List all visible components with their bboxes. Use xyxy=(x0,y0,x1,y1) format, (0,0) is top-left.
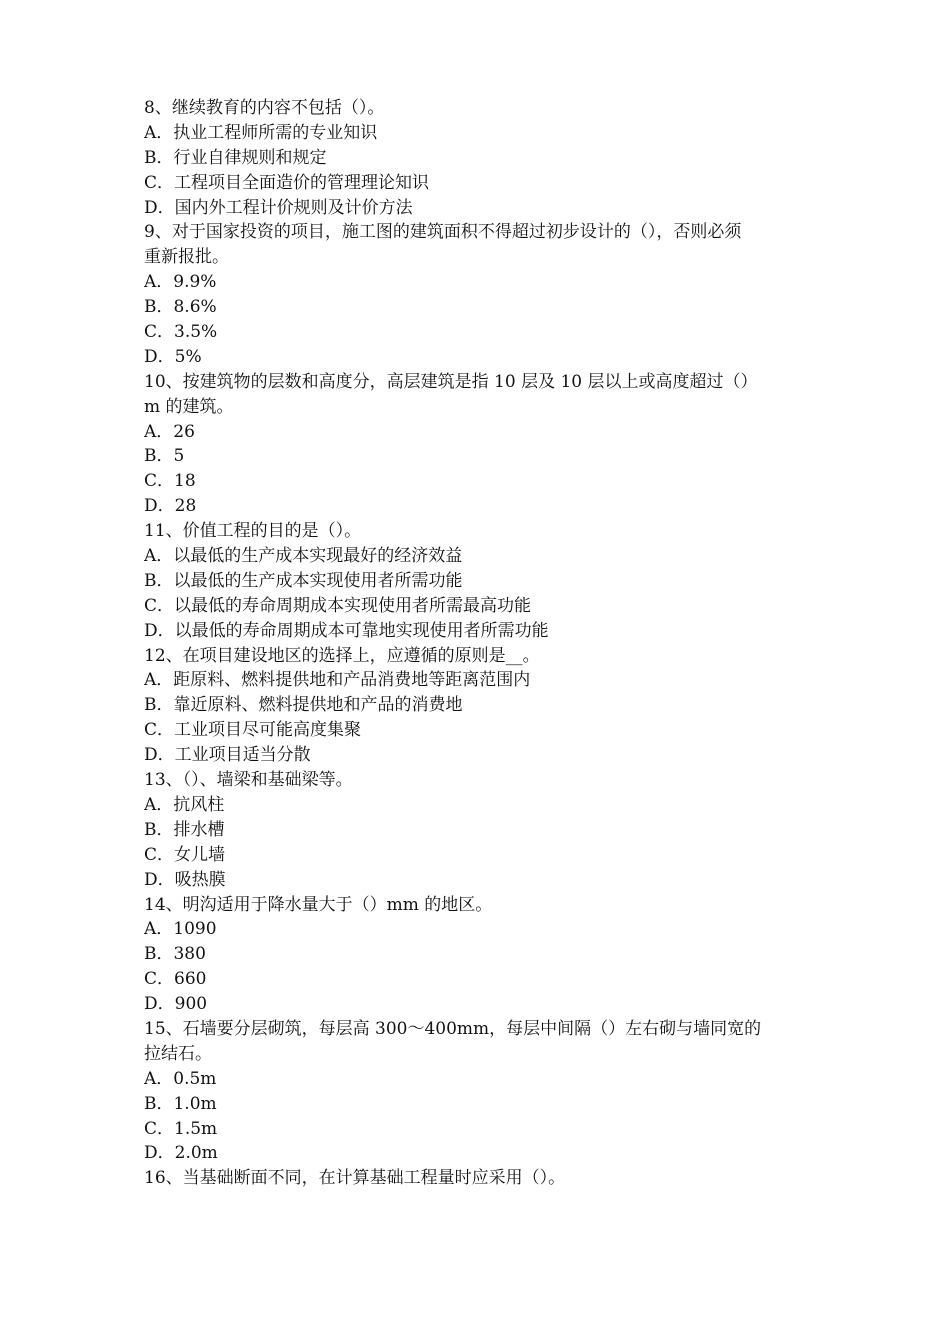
question-8 xyxy=(144,96,812,220)
question-12 xyxy=(144,644,812,768)
option-c: C．660 xyxy=(144,969,207,990)
option-c: C．18 xyxy=(144,471,196,492)
option-c: C．工业项目尽可能高度集聚 xyxy=(144,720,362,741)
option-a: A．1090 xyxy=(144,919,217,940)
option-d: D．5% xyxy=(144,346,202,367)
question-stem: 11、价值工程的目的是（）。 xyxy=(144,521,362,542)
option-c: C．3.5% xyxy=(144,322,218,343)
option-c: C．工程项目全面造价的管理理论知识 xyxy=(144,172,430,193)
question-14 xyxy=(144,893,812,1017)
option-b: B．1.0m xyxy=(144,1093,217,1114)
question-stem: 15、石墙要分层砌筑，每层高 300～400mm，每层中间隔（）左右砌与墙同宽的 xyxy=(144,1018,762,1039)
option-a: A．距原料、燃料提供地和产品消费地等距离范围内 xyxy=(144,670,531,691)
question-stem: 10、按建筑物的层数和高度分，高层建筑是指 10 层及 10 层以上或高度超过（） xyxy=(144,371,758,392)
option-b: B．行业自律规则和规定 xyxy=(144,147,327,168)
option-d: D．国内外工程计价规则及计价方法 xyxy=(144,197,413,218)
option-a: A．26 xyxy=(144,421,195,442)
option-b: B．380 xyxy=(144,944,206,965)
option-b: B．以最低的生产成本实现使用者所需功能 xyxy=(144,570,463,591)
question-stem: 16、当基础断面不同，在计算基础工程量时应采用（）。 xyxy=(144,1168,566,1189)
question-10 xyxy=(144,370,812,519)
question-stem: 12、在项目建设地区的选择上，应遵循的原则是__。 xyxy=(144,645,540,666)
question-stem-continued: 重新报批。 xyxy=(144,247,229,268)
option-b: B．8.6% xyxy=(144,297,217,318)
option-a: A．执业工程师所需的专业知识 xyxy=(144,122,378,143)
option-d: D．吸热膜 xyxy=(144,869,226,890)
option-d: D．900 xyxy=(144,994,208,1015)
option-a: A．0.5m xyxy=(144,1068,217,1089)
question-11 xyxy=(144,519,812,643)
option-b: B．5 xyxy=(144,446,185,467)
option-a: A．9.9% xyxy=(144,272,217,293)
question-stem: 14、明沟适用于降水量大于（）mm 的地区。 xyxy=(144,894,493,915)
option-a: A．抗风柱 xyxy=(144,794,225,815)
question-stem: 13、（）、墙梁和基础梁等。 xyxy=(144,770,353,791)
question-9 xyxy=(144,220,812,369)
question-stem-continued: m 的建筑。 xyxy=(144,396,234,417)
option-d: D．工业项目适当分散 xyxy=(144,745,311,766)
option-c: C．以最低的寿命周期成本实现使用者所需最高功能 xyxy=(144,595,532,616)
question-stem: 9、对于国家投资的项目，施工图的建筑面积不得超过初步设计的（），否则必须 xyxy=(144,222,742,243)
question-16 xyxy=(144,1166,812,1191)
question-13 xyxy=(144,768,812,892)
option-c: C．1.5m xyxy=(144,1118,218,1139)
question-15 xyxy=(144,1017,812,1166)
question-stem-continued: 拉结石。 xyxy=(144,1043,212,1064)
document-page xyxy=(144,96,812,1191)
question-stem: 8、继续教育的内容不包括（）。 xyxy=(144,98,385,118)
option-b: B．靠近原料、燃料提供地和产品的消费地 xyxy=(144,695,463,716)
option-c: C．女儿墙 xyxy=(144,844,226,865)
option-d: D．2.0m xyxy=(144,1143,218,1164)
option-d: D．28 xyxy=(144,496,197,517)
option-d: D．以最低的寿命周期成本可靠地实现使用者所需功能 xyxy=(144,620,549,641)
option-a: A．以最低的生产成本实现最好的经济效益 xyxy=(144,546,463,567)
option-b: B．排水槽 xyxy=(144,819,225,840)
